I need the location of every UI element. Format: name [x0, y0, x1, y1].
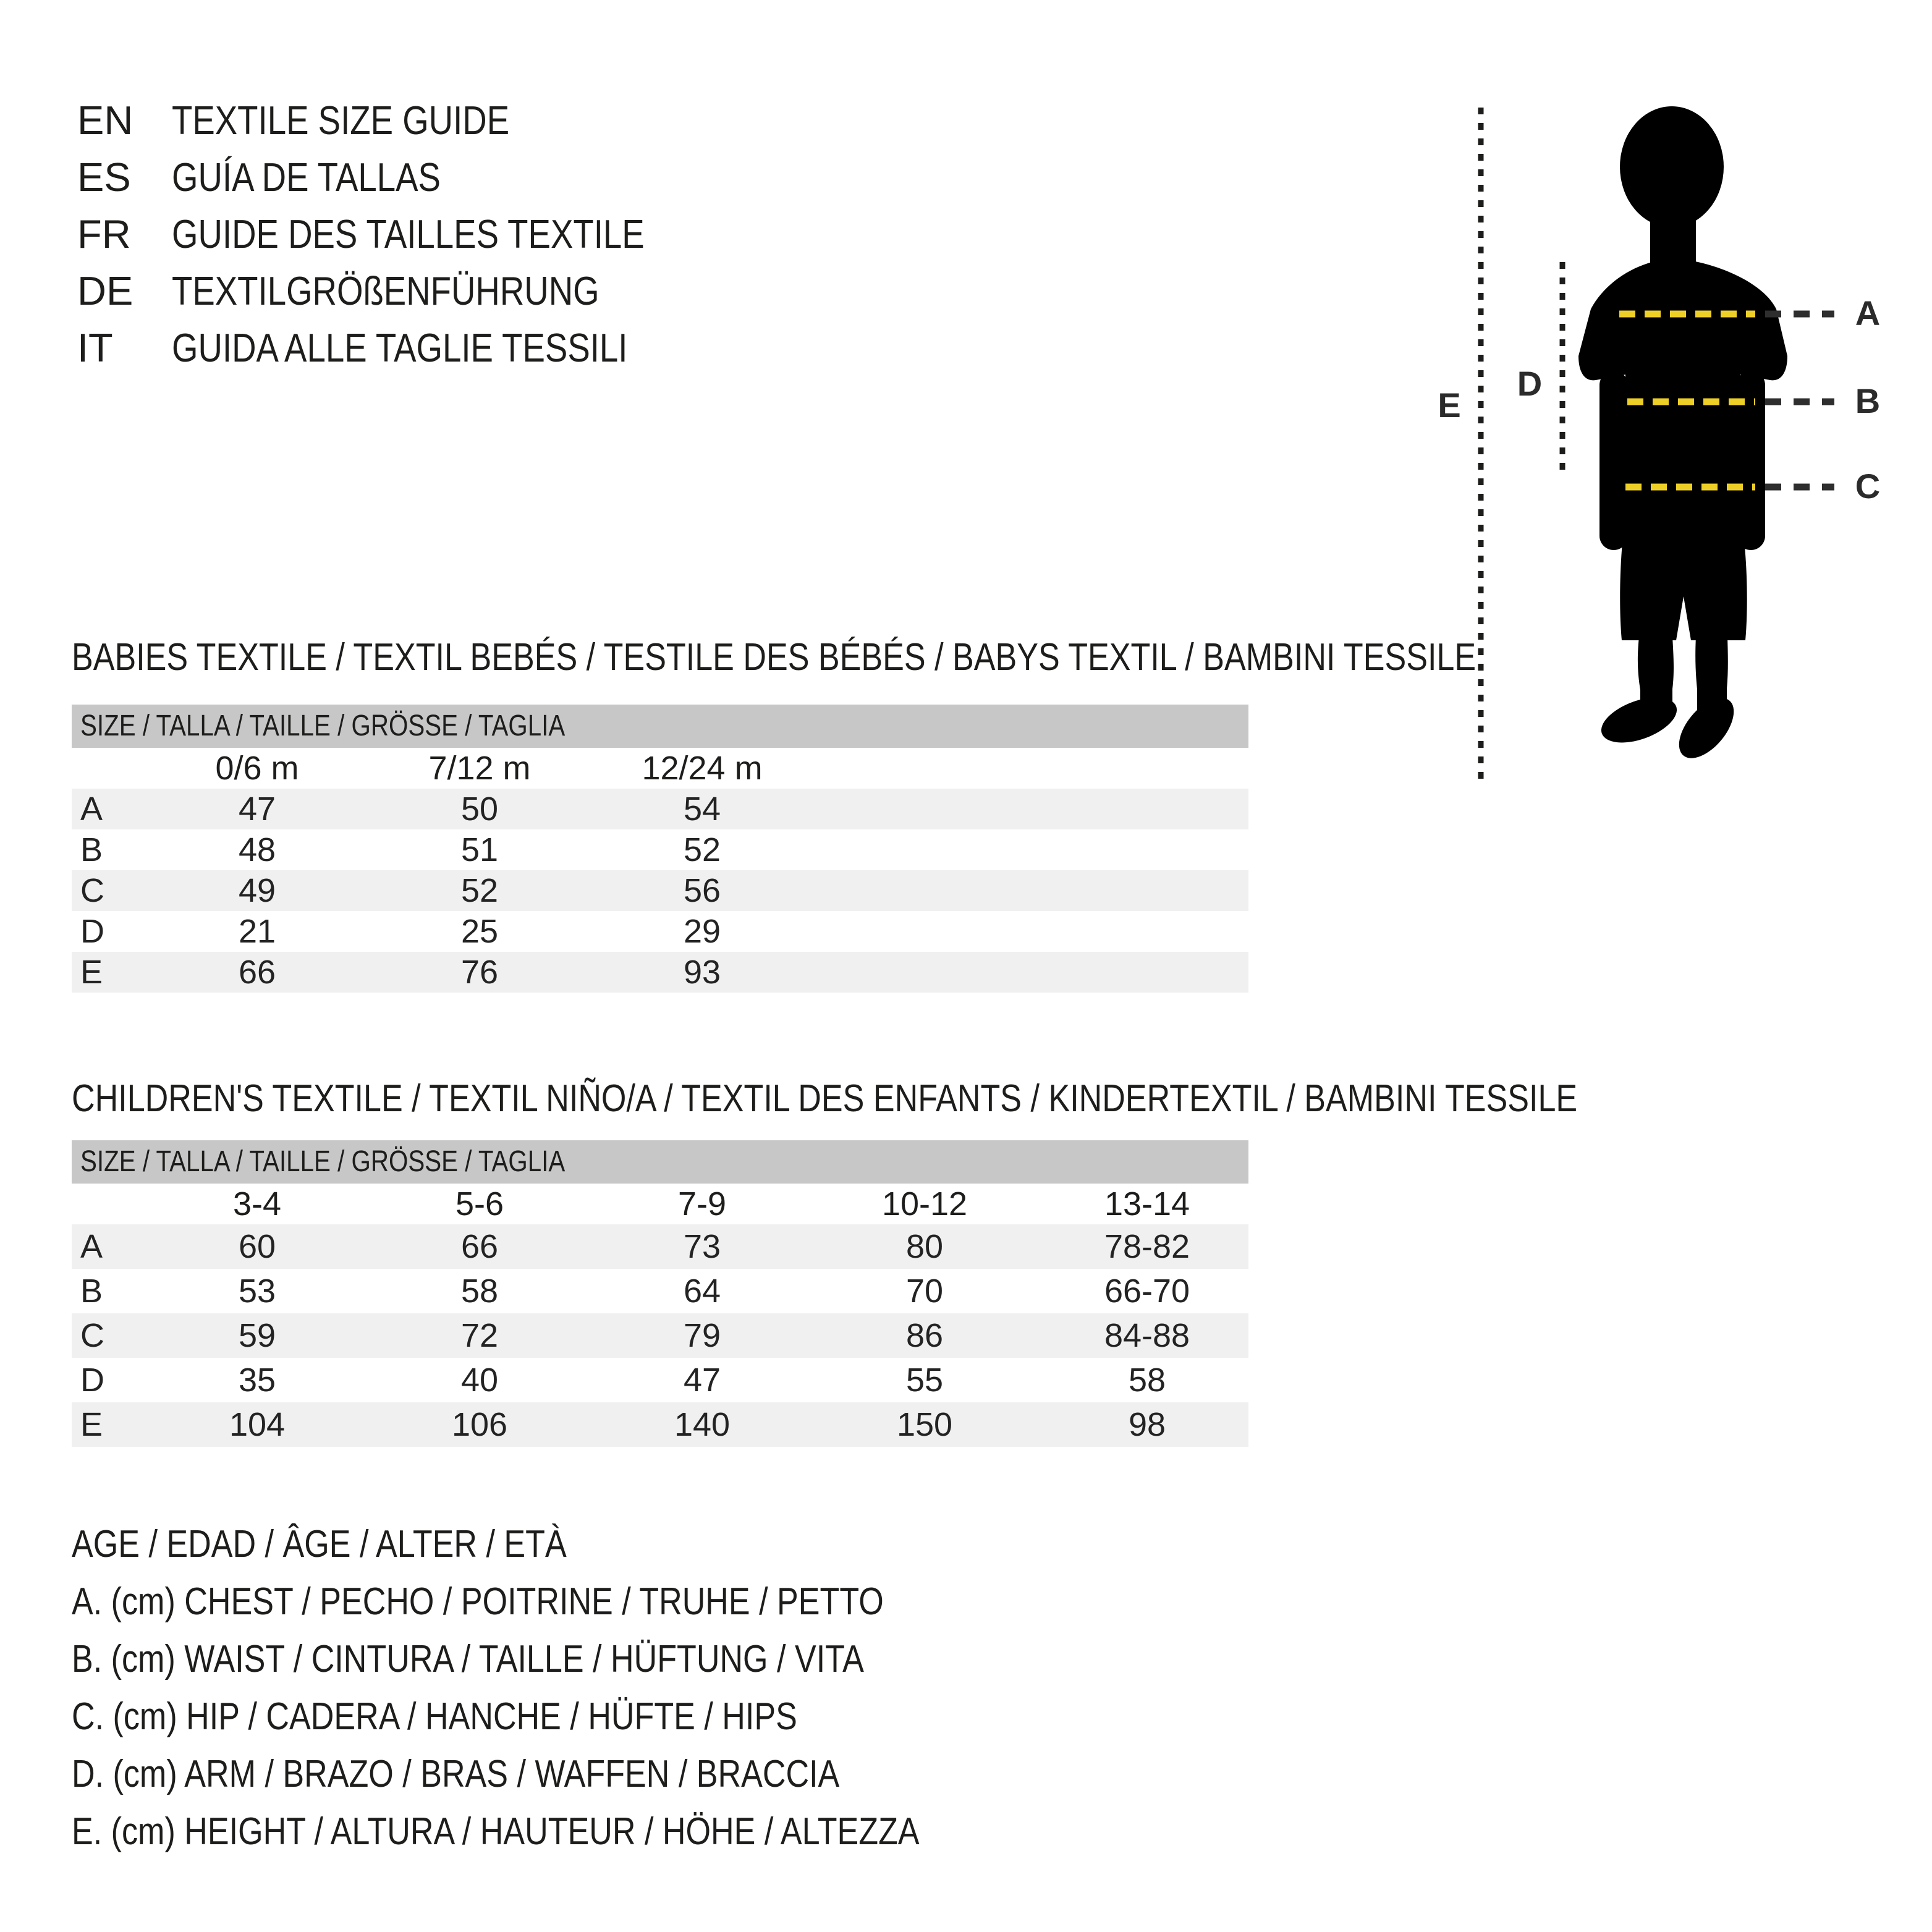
table-cell: 78-82 [1104, 1228, 1190, 1265]
language-row-fr [77, 205, 734, 262]
children-size-table [72, 1140, 1248, 1447]
table-row [72, 829, 1248, 870]
legend-text: D. (cm) ARM / BRAZO / BRAS / WAFFEN / BRACCIA [72, 1753, 840, 1795]
chest-label: A [1855, 294, 1881, 333]
language-row-en [77, 91, 734, 148]
legend-line-hip [72, 1688, 1081, 1745]
table-cell: 64 [683, 1273, 721, 1310]
table-cell: 35 [238, 1362, 276, 1399]
language-title: GUIDA ALLE TAGLIE TESSILI [172, 324, 628, 370]
legend-line-arm [72, 1745, 1081, 1803]
row-label: E [80, 1406, 103, 1443]
table-cell: 29 [683, 913, 721, 950]
column-header: 10-12 [881, 1185, 968, 1222]
table-row [72, 870, 1248, 911]
language-code: ES [77, 154, 131, 200]
children-section-title-text: CHILDREN'S TEXTILE / TEXTIL NIÑO/A / TEXTIL DES ENFANTS / KINDERTEXTIL / BAMBINI TESSILE [72, 1077, 1578, 1120]
children-column-header-row [72, 1184, 1248, 1224]
table-row [72, 1224, 1248, 1269]
babies-column-header-row [72, 748, 1248, 789]
legend-line-waist [72, 1630, 1081, 1688]
table-cell: 52 [460, 872, 499, 909]
language-row-de [77, 262, 734, 319]
waist-label: B [1855, 381, 1881, 420]
column-header: 7/12 m [428, 750, 531, 787]
table-cell: 76 [460, 954, 499, 991]
table-cell: 59 [238, 1317, 276, 1354]
babies-size-header-bar [72, 705, 1248, 748]
table-cell: 51 [460, 831, 499, 868]
table-row [72, 1269, 1248, 1313]
table-cell: 86 [905, 1317, 944, 1354]
babies-size-table [72, 705, 1248, 993]
children-section-title [72, 1077, 1864, 1121]
table-row [72, 952, 1248, 993]
column-header: 5-6 [455, 1185, 504, 1222]
table-cell: 150 [896, 1406, 953, 1443]
table-cell: 54 [683, 790, 721, 828]
measurement-diagram [1421, 59, 1904, 797]
legend-text: A. (cm) CHEST / PECHO / POITRINE / TRUHE / PETTO [72, 1580, 884, 1623]
babies-section-title [72, 635, 1743, 679]
table-cell: 98 [1128, 1406, 1166, 1443]
size-header-text: SIZE / TALLA / TAILLE / GRÖSSE / TAGLIA [80, 1145, 566, 1178]
column-header: 0/6 m [215, 750, 299, 787]
language-title: GUÍA DE TALLAS [172, 154, 441, 200]
legend-line-age [72, 1515, 1081, 1573]
table-cell: 50 [460, 790, 499, 828]
legend-text: B. (cm) WAIST / CINTURA / TAILLE / HÜFTUNG / VITA [72, 1638, 864, 1680]
column-header: 13-14 [1104, 1185, 1190, 1222]
table-cell: 53 [238, 1273, 276, 1310]
language-list [77, 91, 734, 376]
column-header: 7-9 [677, 1185, 727, 1222]
language-code: EN [77, 97, 133, 143]
size-header-text: SIZE / TALLA / TAILLE / GRÖSSE / TAGLIA [80, 710, 566, 742]
row-label: C [80, 872, 104, 909]
row-label: A [80, 790, 103, 828]
legend-text: C. (cm) HIP / CADERA / HANCHE / HÜFTE / HIPS [72, 1695, 797, 1738]
row-label: C [80, 1317, 104, 1354]
table-cell: 55 [905, 1362, 944, 1399]
column-header: 12/24 m [642, 750, 763, 787]
language-row-es [77, 148, 734, 205]
table-cell: 60 [238, 1228, 276, 1265]
table-cell: 47 [683, 1362, 721, 1399]
table-cell: 106 [451, 1406, 508, 1443]
table-cell: 49 [238, 872, 276, 909]
table-cell: 70 [905, 1273, 944, 1310]
row-label: D [80, 913, 104, 950]
legend-text: E. (cm) HEIGHT / ALTURA / HAUTEUR / HÖHE / ALTEZZA [72, 1810, 920, 1853]
babies-section-title-text: BABIES TEXTILE / TEXTIL BEBÉS / TESTILE DES BÉBÉS / BABYS TEXTIL / BAMBINI TESSILE [72, 636, 1477, 679]
children-size-header-bar [72, 1140, 1248, 1184]
legend-text: AGE / EDAD / ÂGE / ALTER / ETÀ [72, 1523, 567, 1566]
language-code: FR [77, 211, 131, 256]
table-cell: 140 [674, 1406, 731, 1443]
legend-line-height [72, 1803, 1081, 1860]
row-label: D [80, 1362, 104, 1399]
table-cell: 66-70 [1104, 1273, 1190, 1310]
row-label: A [80, 1228, 103, 1265]
table-row [72, 789, 1248, 829]
table-cell: 104 [229, 1406, 286, 1443]
language-title: TEXTILE SIZE GUIDE [172, 97, 510, 143]
language-title: TEXTILGRÖßENFÜHRUNG [172, 268, 600, 313]
table-cell: 25 [460, 913, 499, 950]
table-cell: 21 [238, 913, 276, 950]
table-cell: 66 [238, 954, 276, 991]
table-cell: 56 [683, 872, 721, 909]
row-label: E [80, 954, 103, 991]
table-cell: 47 [238, 790, 276, 828]
table-cell: 66 [460, 1228, 499, 1265]
table-cell: 58 [460, 1273, 499, 1310]
table-cell: 80 [905, 1228, 944, 1265]
table-cell: 72 [460, 1317, 499, 1354]
language-code: DE [77, 268, 133, 313]
language-title: GUIDE DES TAILLES TEXTILE [172, 211, 645, 256]
table-cell: 73 [683, 1228, 721, 1265]
table-cell: 48 [238, 831, 276, 868]
arm-label: D [1517, 364, 1543, 403]
column-header: 3-4 [232, 1185, 282, 1222]
table-cell: 58 [1128, 1362, 1166, 1399]
row-label: B [80, 1273, 103, 1310]
table-cell: 93 [683, 954, 721, 991]
table-cell: 52 [683, 831, 721, 868]
hip-label: C [1855, 467, 1881, 506]
height-label: E [1438, 386, 1461, 425]
table-row [72, 1402, 1248, 1447]
row-label: B [80, 831, 103, 868]
measurement-legend [72, 1515, 1081, 1860]
table-cell: 40 [460, 1362, 499, 1399]
table-row [72, 911, 1248, 952]
table-cell: 84-88 [1104, 1317, 1190, 1354]
legend-line-chest [72, 1573, 1081, 1630]
language-row-it [77, 319, 734, 376]
language-code: IT [77, 324, 113, 370]
table-row [72, 1313, 1248, 1358]
table-row [72, 1358, 1248, 1402]
table-cell: 79 [683, 1317, 721, 1354]
